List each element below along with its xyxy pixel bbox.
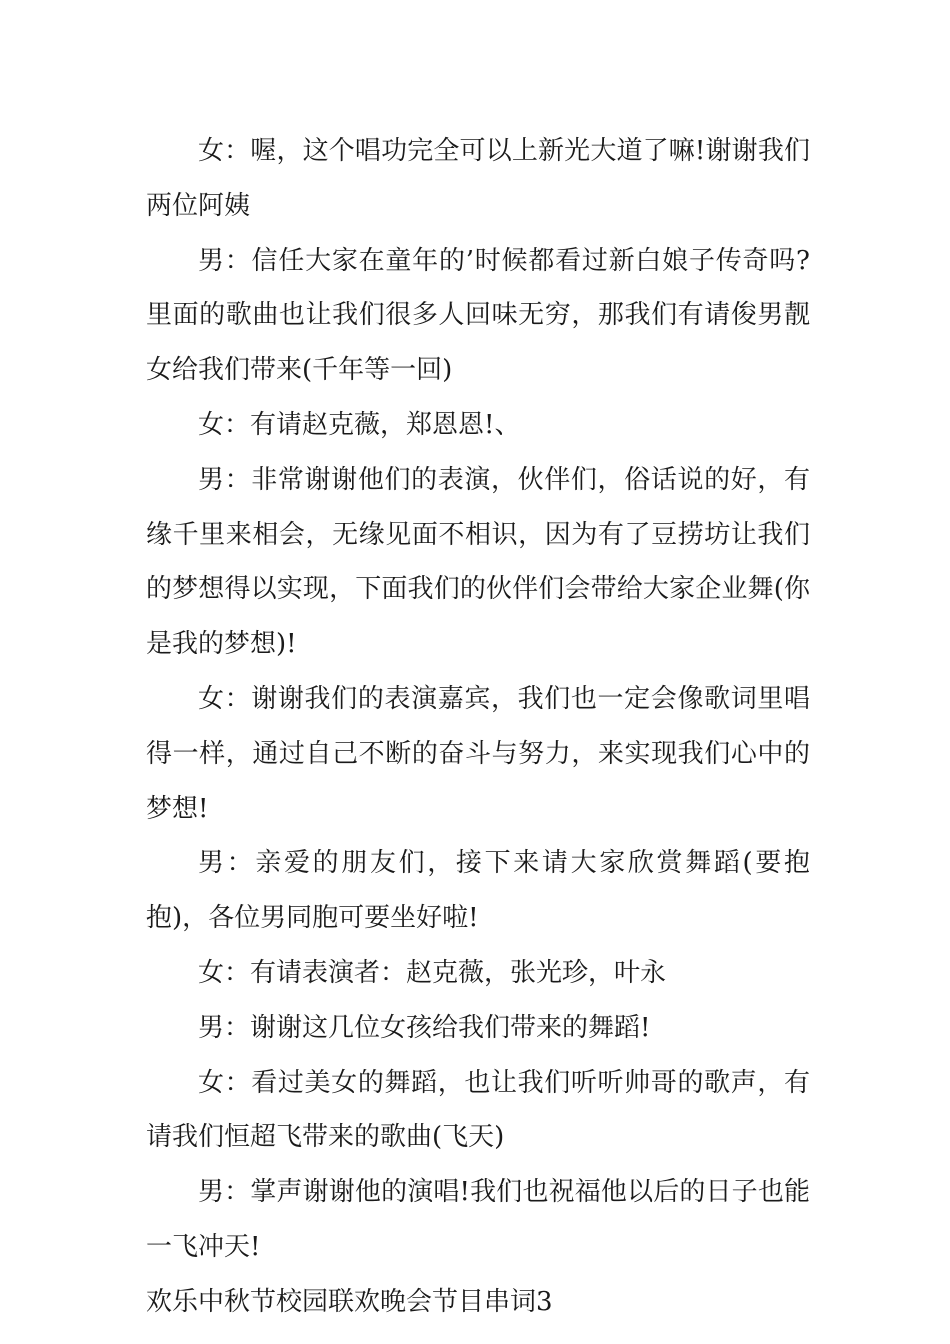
dialogue-paragraph: 男：谢谢这几位女孩给我们带来的舞蹈! [198, 1012, 651, 1043]
dialogue-paragraph: 男：掌声谢谢他的演唱!我们也祝福他以后的日子也能一飞冲天! [146, 1177, 810, 1262]
document-body [146, 124, 810, 1330]
dialogue-paragraph: 女：谢谢我们的表演嘉宾，我们也一定会像歌词里唱得一样，通过自己不断的奋斗与努力，来实现我们心中的梦想! [146, 683, 810, 824]
dialogue-paragraph: 女：看过美女的舞蹈，也让我们听听帅哥的歌声，有请我们恒超飞带来的歌曲(飞天) [146, 1067, 810, 1153]
dialogue-paragraph: 女：有请表演者：赵克薇，张光珍，叶永 [198, 957, 667, 988]
dialogue-paragraph: 男：亲爱的朋友们，接下来请大家欣赏舞蹈(要抱抱)，各位男同胞可要坐好啦! [146, 848, 810, 934]
dialogue-paragraph: 女：喔，这个唱功完全可以上新光大道了嘛!谢谢我们两位阿姨 [146, 136, 810, 221]
dialogue-paragraph: 男：非常谢谢他们的表演，伙伴们，俗话说的好，有缘千里来相会，无缘见面不相识，因为有了豆捞坊让我们的梦想得以实现，下面我们的伙伴们会带给大家企业舞(你是我的梦想)! [146, 464, 810, 660]
section-heading: 欢乐中秋节校园联欢晚会节目串词3 [146, 1286, 553, 1317]
dialogue-paragraph: 男：信任大家在童年的’时候都看过新白娘子传奇吗?里面的歌曲也让我们很多人回味无穷，那我们有请俊男靓女给我们带来(千年等一回) [146, 245, 810, 386]
dialogue-paragraph: 女：有请赵克薇，郑恩恩!、 [198, 409, 521, 440]
